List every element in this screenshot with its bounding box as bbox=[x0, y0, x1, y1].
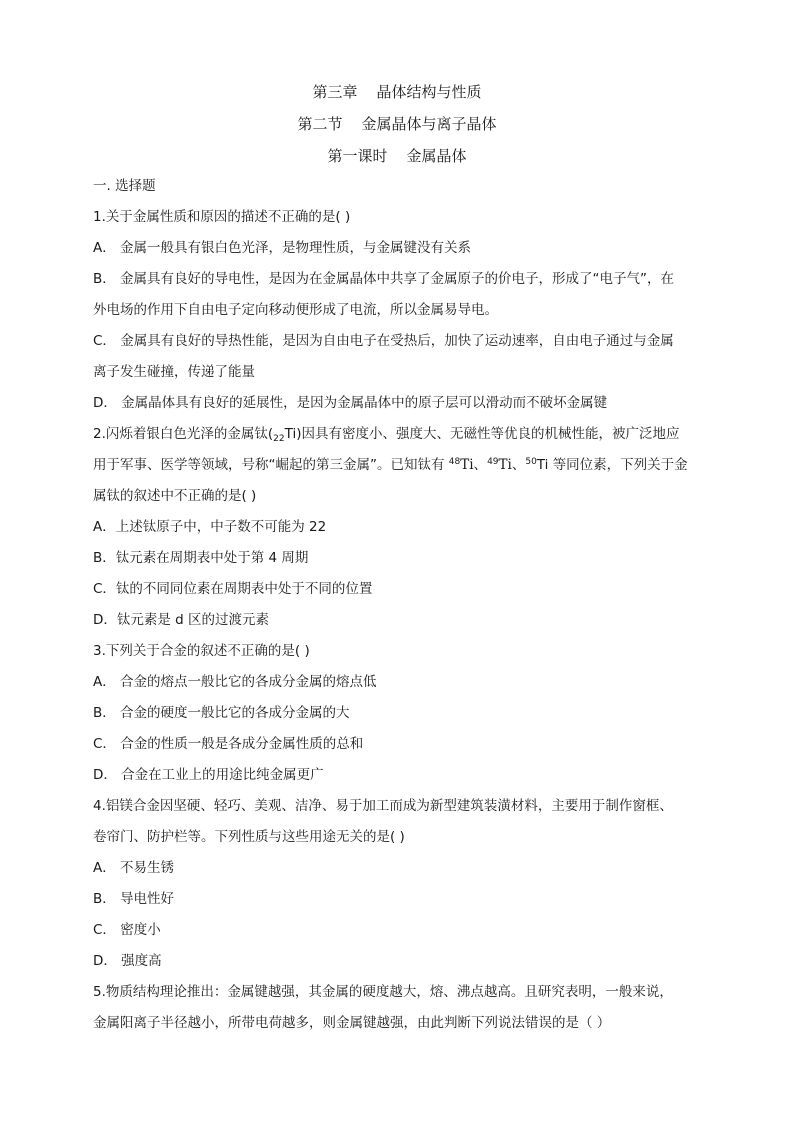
isotope-ti-48: Ti、 bbox=[460, 457, 488, 473]
mass-number-50: 50 bbox=[525, 457, 537, 467]
q2-text: 2.闪烁着银白色光泽的金属钛( bbox=[93, 426, 274, 442]
question-1-option-b-line-1: B． 金属具有良好的导电性，是因为在金属晶体中共享了金属原子的价电子，形成了“电子气”，在 bbox=[93, 271, 675, 287]
question-5-stem-line-1: 5.物质结构理论推出：金属键越强，其金属的硬度越大，熔、沸点越高。且研究表明，一般来说， bbox=[93, 984, 673, 1000]
q2-text: 用于军事、医学等领域，号称“崛起的第三金属”。已知钛有 bbox=[93, 457, 449, 473]
question-4-stem-line-1: 4.铝镁合金因坚硬、轻巧、美观、洁净、易于加工而成为新型建筑装潢材料，主要用于制作窗框、 bbox=[93, 798, 673, 814]
question-4-stem-line-2: 卷帘门、防护栏等。下列性质与这些用途无关的是( ) bbox=[93, 829, 405, 845]
question-4-option-a: A． 不易生锈 bbox=[93, 860, 175, 876]
isotope-ti-50: Ti 等同位素，下列关于金 bbox=[536, 457, 688, 473]
chapter-title: 第三章 晶体结构与性质 bbox=[312, 83, 482, 101]
question-2-option-c: C．钛的不同同位素在周期表中处于不同的位置 bbox=[93, 581, 373, 597]
question-1-stem: 1.关于金属性质和原因的描述不正确的是( ) bbox=[93, 209, 351, 225]
question-1-option-a: A． 金属一般具有银白色光泽，是物理性质，与金属键没有关系 bbox=[93, 240, 472, 256]
question-2-option-d: D．钛元素是 d 区的过渡元素 bbox=[93, 612, 270, 628]
question-1-option-c-line-1: C． 金属具有良好的导热性能，是因为自由电子在受热后，加快了运动速率，自由电子通过与金属 bbox=[93, 333, 674, 349]
question-2-stem-line-2 bbox=[93, 450, 705, 481]
question-2-stem-line-3: 属钛的叙述中不正确的是( ) bbox=[93, 488, 257, 504]
question-2-option-a: A．上述钛原子中，中子数不可能为 22 bbox=[93, 519, 327, 535]
question-3-stem: 3.下列关于合金的叙述不正确的是( ) bbox=[93, 643, 310, 659]
title-block bbox=[0, 76, 794, 172]
question-1-option-b-line-2: 外电场的作用下自由电子定向移动便形成了电流，所以金属易导电。 bbox=[93, 302, 498, 318]
question-4-option-d: D． 强度高 bbox=[93, 953, 162, 969]
question-1-option-d: D． 金属晶体具有良好的延展性，是因为金属晶体中的原子层可以滑动而不破坏金属键 bbox=[93, 395, 608, 411]
q2-text: Ti)因具有密度小、强度大、无磁性等优良的机械性能，被广泛地应 bbox=[284, 426, 680, 442]
question-3-option-c: C． 合金的性质一般是各成分金属性质的总和 bbox=[93, 736, 364, 752]
mass-number-48: 48 bbox=[448, 457, 461, 467]
question-2-option-b: B．钛元素在周期表中处于第 4 周期 bbox=[93, 550, 309, 566]
lesson-title: 第一课时 金属晶体 bbox=[327, 147, 467, 165]
question-list bbox=[93, 171, 705, 1039]
isotope-ti-49: Ti、 bbox=[498, 457, 526, 473]
section-heading: 一. 选择题 bbox=[93, 178, 156, 194]
question-2-stem-line-1 bbox=[93, 419, 705, 450]
question-1-option-c-line-2: 离子发生碰撞，传递了能量 bbox=[93, 364, 255, 380]
question-3-option-d: D． 合金在工业上的用途比纯金属更广 bbox=[93, 767, 324, 783]
question-4-option-c: C． 密度小 bbox=[93, 922, 161, 938]
section-title: 第二节 金属晶体与离子晶体 bbox=[297, 115, 497, 133]
question-3-option-a: A． 合金的熔点一般比它的各成分金属的熔点低 bbox=[93, 674, 377, 690]
question-3-option-b: B． 合金的硬度一般比它的各成分金属的大 bbox=[93, 705, 350, 721]
question-4-option-b: B． 导电性好 bbox=[93, 891, 175, 907]
titanium-atomic-number: 22 bbox=[273, 434, 285, 444]
mass-number-49: 49 bbox=[487, 457, 499, 467]
question-5-stem-line-2: 金属阳离子半径越小，所带电荷越多，则金属键越强，由此判断下列说法错误的是（ ） bbox=[93, 1015, 611, 1031]
